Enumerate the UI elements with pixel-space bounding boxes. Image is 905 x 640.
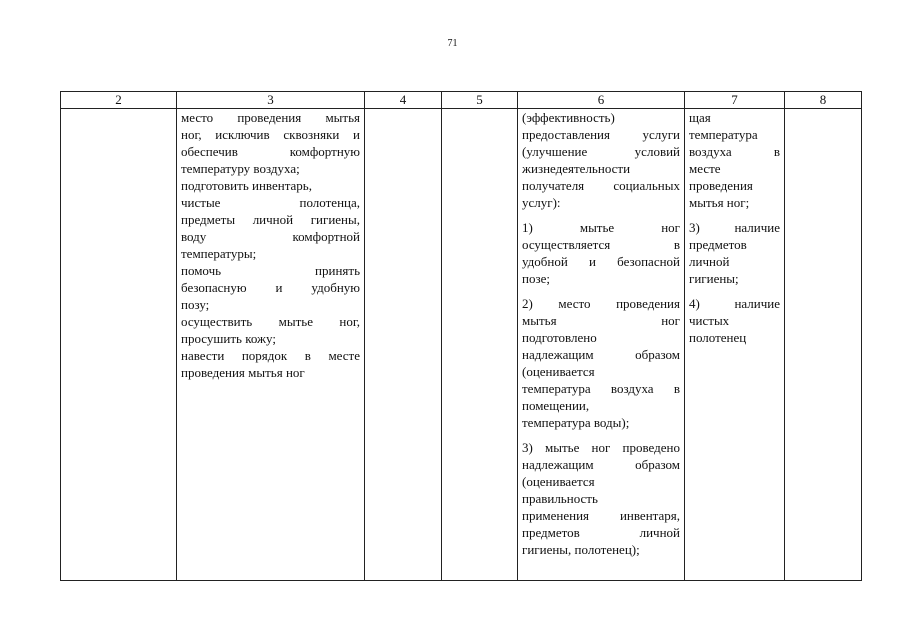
standard-table bbox=[60, 91, 862, 581]
col-header-6: 6 bbox=[518, 92, 685, 109]
text-line: (улучшение условий bbox=[522, 144, 680, 159]
table-row bbox=[61, 109, 862, 581]
cell-col4 bbox=[365, 109, 442, 581]
text-line: щая bbox=[689, 110, 711, 125]
paragraph bbox=[689, 219, 780, 287]
cell-evaluation bbox=[685, 109, 785, 581]
paragraph bbox=[522, 439, 680, 558]
col-header-4: 4 bbox=[365, 92, 442, 109]
text-line: чистых bbox=[689, 313, 730, 328]
text-line: позу; bbox=[181, 297, 210, 312]
paragraph bbox=[522, 109, 680, 211]
text-line: осуществить мытье ног, bbox=[181, 314, 360, 329]
text-line: температура bbox=[689, 127, 758, 142]
text-line: жизнедеятельности bbox=[522, 161, 631, 176]
text-line: гигиены; bbox=[689, 271, 739, 286]
text-line: 1) мытье ног bbox=[522, 220, 680, 235]
paragraph bbox=[689, 109, 780, 211]
text-line: позе; bbox=[522, 271, 550, 286]
paragraph bbox=[522, 219, 680, 287]
text-line: услуг): bbox=[522, 195, 561, 210]
text-line: 4) наличие bbox=[689, 296, 780, 311]
text-line: осуществляется в bbox=[522, 237, 680, 252]
text-line: 3) мытье ног проведено bbox=[522, 440, 680, 455]
cell-col8 bbox=[785, 109, 862, 581]
text-line: температура воздуха в bbox=[522, 381, 680, 396]
text-line: воду комфортной bbox=[181, 229, 360, 244]
text-line: предоставления услуги bbox=[522, 127, 680, 142]
col-header-7: 7 bbox=[685, 92, 785, 109]
col-header-8: 8 bbox=[785, 92, 862, 109]
text-line: предметов bbox=[689, 237, 747, 252]
col-header-5: 5 bbox=[442, 92, 518, 109]
text-line: навести порядок в месте bbox=[181, 348, 360, 363]
col-header-3: 3 bbox=[177, 92, 365, 109]
text-line: предметов личной bbox=[522, 525, 680, 540]
cell-col5 bbox=[442, 109, 518, 581]
text-line: полотенец bbox=[689, 330, 747, 345]
text-line: 2) место проведения bbox=[522, 296, 680, 311]
text-line: безопасную и удобную bbox=[181, 280, 360, 295]
text-line: надлежащим образом bbox=[522, 347, 680, 362]
col-header-2: 2 bbox=[61, 92, 177, 109]
text-line: гигиены, полотенец); bbox=[522, 542, 640, 557]
text-line: удобной и безопасной bbox=[522, 254, 680, 269]
text-line: месте bbox=[689, 161, 721, 176]
text-line: личной bbox=[689, 254, 730, 269]
text-line: правильность bbox=[522, 491, 598, 506]
text-line: получателя социальных bbox=[522, 178, 680, 193]
text-line: подготовлено bbox=[522, 330, 597, 345]
text-line: надлежащим образом bbox=[522, 457, 680, 472]
text-line: (оценивается bbox=[522, 364, 595, 379]
text-line: (эффективность) bbox=[522, 110, 615, 125]
text-line: температуры; bbox=[181, 246, 257, 261]
page-number: 71 bbox=[447, 38, 458, 49]
text-line: ног, исключив сквозняки и bbox=[181, 127, 360, 142]
cell-col2 bbox=[61, 109, 177, 581]
paragraph bbox=[522, 295, 680, 431]
text-line: воздуха в bbox=[689, 144, 780, 159]
paragraph bbox=[689, 295, 780, 346]
text-line: применения инвентаря, bbox=[522, 508, 680, 523]
text-line: просушить кожу; bbox=[181, 331, 276, 346]
text-line: предметы личной гигиены, bbox=[181, 212, 360, 227]
text-line: проведения bbox=[689, 178, 753, 193]
text-line: температуру воздуха; bbox=[181, 161, 300, 176]
cell-quality-indicators bbox=[518, 109, 685, 581]
text-line: подготовить инвентарь, bbox=[181, 178, 312, 193]
text-line: проведения мытья ног bbox=[181, 365, 305, 380]
text-line: чистые полотенца, bbox=[181, 195, 360, 210]
cell-procedure bbox=[177, 109, 365, 581]
text-line: 3) наличие bbox=[689, 220, 780, 235]
text-line: мытья ног bbox=[522, 313, 680, 328]
text-line: (оценивается bbox=[522, 474, 595, 489]
text-line: помочь принять bbox=[181, 263, 360, 278]
text-line: помещении, bbox=[522, 398, 590, 413]
text-line: обеспечив комфортную bbox=[181, 144, 360, 159]
header-row bbox=[61, 92, 862, 109]
text-line: мытья ног; bbox=[689, 195, 750, 210]
text-line: место проведения мытья bbox=[181, 110, 360, 125]
text-line: температура воды); bbox=[522, 415, 630, 430]
